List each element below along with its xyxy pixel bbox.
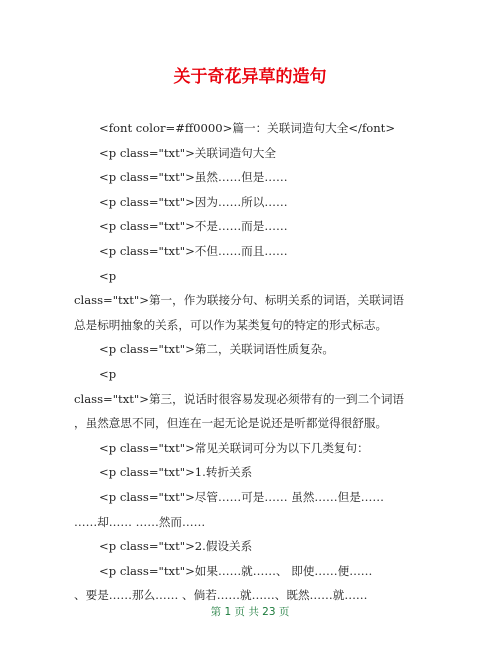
document-line: <p class="txt">尽管……可是…… 虽然……但是……: [99, 489, 384, 504]
document-line: <p class="txt">2.假设关系: [99, 539, 253, 554]
document-line: <p class="txt">不但……而且……: [99, 243, 288, 258]
document-line: <font color=#ff0000>篇一：关联词造句大全</font>: [99, 121, 396, 135]
document-line: <p: [99, 268, 117, 283]
document-line: <p: [99, 366, 117, 381]
document-line: ，虽然意思不同，但连在一起无论是说还是听都觉得很舒服。: [74, 416, 388, 431]
document-line: <p class="txt">常见关联词可分为以下几类复句：: [99, 440, 369, 455]
document-line: 总是标明抽象的关系，可以作为某类复句的特定的形式标志。: [74, 317, 388, 332]
document-line: class="txt">第一，作为联接分句、标明关系的词语，关联词语: [74, 293, 405, 308]
document-line: ……却…… ……然而……: [74, 514, 206, 529]
document-line: <p class="txt">不是……而是……: [99, 219, 288, 234]
document-line: <p class="txt">如果……就……、 即使……便……: [99, 563, 373, 578]
document-body: [74, 116, 430, 608]
document-line: <p class="txt">1.转折关系: [99, 465, 253, 480]
document-line: 、要是……那么…… 、倘若……就……、既然……就……: [74, 588, 368, 603]
document-line: class="txt">第三，说话时很容易发现必须带有的一到二个词语: [74, 391, 405, 406]
document-line: <p class="txt">关联词造句大全: [99, 145, 276, 160]
page-footer: 第 1 页 共 23 页: [210, 606, 290, 618]
document-line: <p class="txt">第二，关联词语性质复杂。: [99, 342, 334, 357]
document-line: <p class="txt">因为……所以……: [99, 194, 288, 209]
document-line: <p class="txt">虽然……但是……: [99, 170, 288, 185]
document-title: 关于奇花异草的造句: [173, 67, 327, 87]
